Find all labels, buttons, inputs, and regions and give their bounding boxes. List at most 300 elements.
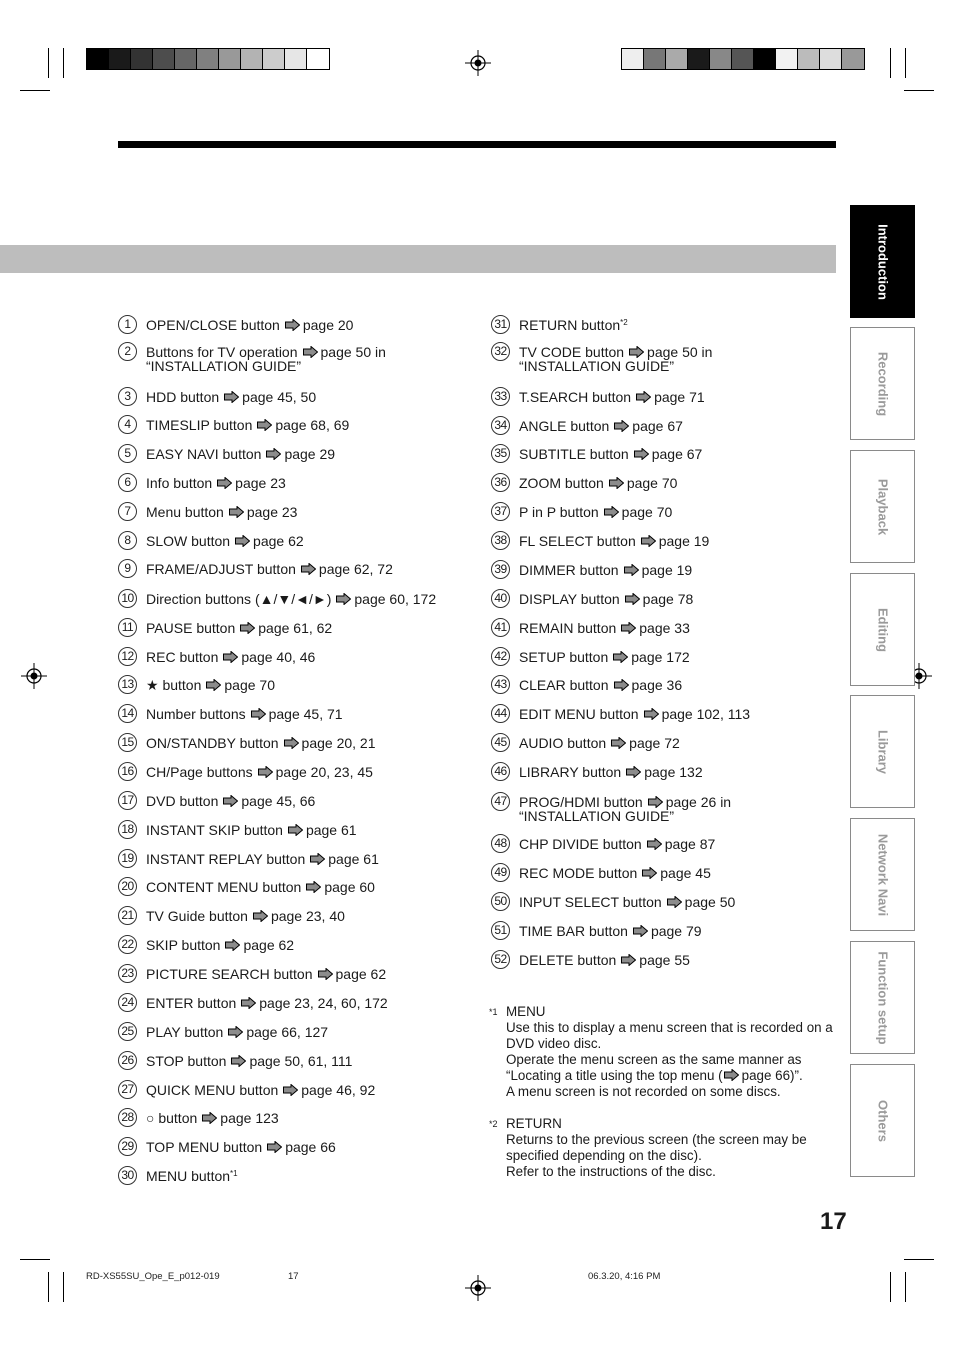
- item-number-badge: 24: [118, 993, 137, 1012]
- footnote-title: MENU: [506, 1004, 546, 1019]
- tab-playback[interactable]: [850, 450, 915, 563]
- item-number-badge: 5: [118, 444, 137, 463]
- item-label: [146, 938, 294, 952]
- item-label: [146, 996, 388, 1010]
- page-reference: page 23: [235, 475, 286, 491]
- item-text: SETUP button: [519, 649, 609, 665]
- page-reference: page 20: [302, 317, 354, 333]
- color-swatch: [622, 49, 644, 69]
- item-number-badge: 26: [118, 1051, 137, 1070]
- page-reference: page 61: [305, 822, 357, 838]
- item-text: P in P button: [519, 504, 599, 520]
- footnote-mark: *2: [489, 1119, 498, 1129]
- page-reference: page 60, 172: [354, 591, 437, 607]
- item-number-badge: 37: [491, 502, 510, 521]
- page-reference: page 36: [631, 677, 683, 693]
- footnote-ref: *2: [620, 318, 628, 327]
- color-swatch: [307, 49, 329, 69]
- page-reference: page 67: [632, 418, 683, 434]
- tab-label: Function setup: [875, 950, 890, 1045]
- item-text: INSTANT SKIP button: [146, 822, 283, 838]
- item-label: [146, 562, 393, 576]
- crop-mark: [20, 90, 50, 91]
- page-reference: page 70: [621, 504, 673, 520]
- item-number-badge: 22: [118, 935, 137, 954]
- item-text: TIMESLIP button: [146, 417, 253, 433]
- item-text: ZOOM button: [519, 475, 604, 491]
- item-text: DIMMER button: [519, 562, 619, 578]
- item-text: REMAIN button: [519, 620, 617, 636]
- color-swatch: [131, 49, 153, 69]
- page-reference: page 79: [650, 923, 702, 939]
- color-swatch: [820, 49, 842, 69]
- tab-library[interactable]: [850, 695, 915, 808]
- item-number-badge: 44: [491, 704, 510, 723]
- item-number-badge: 34: [491, 416, 510, 435]
- tab-editing[interactable]: [850, 573, 915, 686]
- page-reference: page 70: [626, 475, 678, 491]
- page-arrow-icon: [642, 867, 657, 879]
- page-reference: page 23, 40: [270, 908, 345, 924]
- item-number-badge: 1: [118, 315, 137, 334]
- page-arrow-icon: [624, 564, 639, 576]
- page-arrow-icon: [724, 1069, 739, 1081]
- item-number-badge: 19: [118, 849, 137, 868]
- item-label: [146, 967, 386, 981]
- item-text: T.SEARCH button: [519, 389, 632, 405]
- item-number-badge: 35: [491, 444, 510, 463]
- item-label: [519, 534, 709, 548]
- item-label: [146, 707, 343, 721]
- item-label: [146, 345, 386, 359]
- tab-recording[interactable]: [850, 327, 915, 440]
- page-arrow-icon: [283, 1084, 298, 1096]
- page-arrow-icon: [258, 766, 273, 778]
- page-arrow-icon: [217, 477, 232, 489]
- page-arrow-icon: [202, 1112, 217, 1124]
- page-reference-continued: “INSTALLATION GUIDE”: [519, 808, 675, 824]
- footnote-return: [489, 1116, 839, 1180]
- crop-mark: [904, 1259, 934, 1260]
- color-swatch: [285, 49, 307, 69]
- footnote-text: page 66)”.: [741, 1068, 803, 1083]
- page-reference: page 46, 92: [301, 1082, 376, 1098]
- item-label: [146, 736, 376, 750]
- item-number-badge: 40: [491, 589, 510, 608]
- page-arrow-icon: [301, 563, 316, 575]
- footnote-line: [506, 1068, 846, 1084]
- item-number-badge: 17: [118, 791, 137, 810]
- page-reference-continued: “INSTALLATION GUIDE”: [519, 358, 675, 374]
- page-reference: page 172: [631, 649, 690, 665]
- page-arrow-icon: [318, 968, 333, 980]
- page-arrow-icon: [614, 420, 629, 432]
- page-arrow-icon: [240, 622, 255, 634]
- item-text: ENTER button: [146, 995, 237, 1011]
- crop-mark: [63, 48, 64, 78]
- footnote-line: A menu screen is not recorded on some discs.: [506, 1084, 781, 1099]
- page-reference: page 62: [335, 966, 387, 982]
- item-number-badge: 25: [118, 1022, 137, 1041]
- page-arrow-icon: [303, 346, 318, 358]
- item-number-badge: 9: [118, 559, 137, 578]
- page-reference: page 62: [253, 533, 304, 549]
- item-label: [146, 852, 379, 866]
- page-arrow-icon: [267, 1141, 282, 1153]
- page-arrow-icon: [611, 737, 626, 749]
- item-label: [519, 924, 702, 938]
- page-reference: page 20, 23, 45: [275, 764, 373, 780]
- page-reference: page 45, 50: [242, 389, 317, 405]
- item-label: [146, 1111, 279, 1125]
- item-number-badge: 23: [118, 964, 137, 983]
- page-reference: page 50: [684, 894, 736, 910]
- item-number-badge: 46: [491, 762, 510, 781]
- footnote-body: [506, 1020, 846, 1100]
- item-label: [146, 476, 286, 490]
- item-label: [146, 1025, 328, 1039]
- page-number: 17: [820, 1208, 847, 1235]
- page-arrow-icon: [253, 910, 268, 922]
- item-label: [146, 650, 315, 664]
- color-swatch: [798, 49, 820, 69]
- tab-label: Introduction: [875, 223, 890, 300]
- page-reference: page 87: [664, 836, 716, 852]
- page-arrow-icon: [306, 881, 321, 893]
- item-label: [519, 795, 731, 809]
- item-number-badge: 4: [118, 415, 137, 434]
- item-text: MENU button: [146, 1168, 231, 1184]
- item-label: [519, 390, 705, 404]
- item-number-badge: 18: [118, 820, 137, 839]
- item-text: SLOW button: [146, 533, 231, 549]
- page-reference: page 62: [243, 937, 295, 953]
- footnote-line: Operate the menu screen as the same manner as: [506, 1052, 802, 1067]
- item-text: REC button: [146, 649, 219, 665]
- item-label: [146, 823, 357, 837]
- item-label: [146, 592, 436, 606]
- item-number-badge: 8: [118, 531, 137, 550]
- crop-mark: [905, 1272, 906, 1302]
- item-label: [519, 505, 672, 519]
- footnote-line: Use this to display a menu screen that is recorded on a DVD video disc.: [506, 1020, 833, 1051]
- page-arrow-icon: [625, 593, 640, 605]
- page-arrow-icon: [224, 391, 239, 403]
- page-reference: page 40, 46: [241, 649, 316, 665]
- page-reference: page 60: [324, 879, 375, 895]
- item-number-badge: 21: [118, 906, 137, 925]
- header-rule: [118, 141, 836, 148]
- page-arrow-icon: [251, 708, 266, 720]
- tab-others[interactable]: [850, 1064, 915, 1177]
- item-text: EASY NAVI button: [146, 446, 262, 462]
- crop-mark: [20, 1259, 50, 1260]
- item-number-badge: 7: [118, 502, 137, 521]
- item-label: [519, 953, 690, 967]
- item-label: [146, 318, 353, 332]
- item-text: QUICK MENU button: [146, 1082, 279, 1098]
- color-swatch: [754, 49, 776, 69]
- page-reference: page 50 in: [320, 344, 386, 360]
- tab-network-navi[interactable]: [850, 818, 915, 931]
- crop-mark: [905, 48, 906, 78]
- item-text: PAUSE button: [146, 620, 236, 636]
- page-reference: page 72: [629, 735, 680, 751]
- crop-mark: [890, 1272, 891, 1302]
- color-bar-left: [86, 48, 330, 70]
- page-reference: page 29: [284, 446, 336, 462]
- tab-label: Others: [875, 1099, 890, 1142]
- item-label: [146, 534, 304, 548]
- page-arrow-icon: [629, 346, 644, 358]
- item-label: [519, 736, 680, 750]
- footer-date: 06.3.20, 4:16 PM: [588, 1271, 661, 1282]
- item-number-badge: 6: [118, 473, 137, 492]
- color-swatch: [842, 49, 864, 69]
- page-reference: page 45, 66: [241, 793, 316, 809]
- item-number-badge: 12: [118, 647, 137, 666]
- item-text: AUDIO button: [519, 735, 607, 751]
- item-label: [146, 1054, 352, 1068]
- item-text: DISPLAY button: [519, 591, 620, 607]
- item-text: CONTENT MENU button: [146, 879, 302, 895]
- item-label: [519, 563, 692, 577]
- item-number-badge: 42: [491, 647, 510, 666]
- page-arrow-icon: [636, 391, 651, 403]
- page-arrow-icon: [284, 737, 299, 749]
- item-text: RETURN button: [519, 317, 621, 333]
- item-number-badge: 39: [491, 560, 510, 579]
- item-text: Buttons for TV operation: [146, 344, 298, 360]
- item-number-badge: 45: [491, 733, 510, 752]
- page-reference: page 19: [658, 533, 710, 549]
- page-arrow-icon: [231, 1055, 246, 1067]
- page-reference: page 23: [246, 504, 298, 520]
- footnote-title: RETURN: [506, 1116, 562, 1131]
- item-number-badge: 29: [118, 1137, 137, 1156]
- page-reference: page 19: [641, 562, 693, 578]
- registration-mark-icon: [21, 663, 47, 689]
- item-number-badge: 33: [491, 387, 510, 406]
- item-number-badge: 50: [491, 892, 510, 911]
- item-text: ANGLE button: [519, 418, 610, 434]
- page-arrow-icon: [641, 535, 656, 547]
- item-text: Info button: [146, 475, 213, 491]
- tab-introduction[interactable]: [850, 205, 915, 318]
- tab-label: Editing: [875, 607, 890, 652]
- item-text: Direction buttons (▲/▼/◄/►): [146, 591, 332, 607]
- item-number-badge: 31: [491, 315, 510, 334]
- page-arrow-icon: [621, 954, 636, 966]
- footnote-line: Returns to the previous screen (the screen may be specified depending on the disc).: [506, 1132, 807, 1163]
- item-label: [519, 419, 683, 433]
- color-swatch: [776, 49, 798, 69]
- page-reference: page 67: [651, 446, 703, 462]
- page-arrow-icon: [225, 939, 240, 951]
- item-label: [146, 794, 315, 808]
- tab-label: Playback: [875, 478, 890, 535]
- item-text: Number buttons: [146, 706, 246, 722]
- item-text: TV Guide button: [146, 908, 248, 924]
- page-arrow-icon: [228, 1026, 243, 1038]
- page-reference: page 132: [644, 764, 703, 780]
- item-label: [146, 765, 373, 779]
- footnote-body: [506, 1132, 846, 1180]
- page-reference: page 66, 127: [246, 1024, 329, 1040]
- page-reference: page 66: [285, 1139, 336, 1155]
- item-text: STOP button: [146, 1053, 227, 1069]
- item-number-badge: 38: [491, 531, 510, 550]
- page-arrow-icon: [648, 796, 663, 808]
- page-arrow-icon: [266, 448, 281, 460]
- page-arrow-icon: [609, 477, 624, 489]
- page-reference: page 123: [220, 1110, 279, 1126]
- item-label: [519, 707, 750, 721]
- page-reference: page 62, 72: [318, 561, 393, 577]
- item-text: PROG/HDMI button: [519, 794, 643, 810]
- item-number-badge: 16: [118, 762, 137, 781]
- page-arrow-icon: [644, 708, 659, 720]
- footer-page: 17: [288, 1271, 299, 1282]
- page-arrow-icon: [634, 448, 649, 460]
- item-label: [519, 447, 702, 461]
- item-text: PLAY button: [146, 1024, 224, 1040]
- color-swatch: [732, 49, 754, 69]
- color-swatch: [219, 49, 241, 69]
- item-number-badge: 32: [491, 342, 510, 361]
- page-reference: page 45: [660, 865, 711, 881]
- page-arrow-icon: [647, 838, 662, 850]
- item-number-badge: 10: [118, 589, 137, 608]
- page-arrow-icon: [310, 853, 325, 865]
- item-number-badge: 20: [118, 877, 137, 896]
- page-reference-continued: “INSTALLATION GUIDE”: [146, 358, 302, 374]
- tab-label: Recording: [875, 351, 890, 416]
- item-text: TV CODE button: [519, 344, 625, 360]
- page-arrow-icon: [241, 997, 256, 1009]
- registration-mark-icon: [465, 1275, 491, 1301]
- item-text: TIME BAR button: [519, 923, 628, 939]
- item-text: INPUT SELECT button: [519, 894, 662, 910]
- color-swatch: [241, 49, 263, 69]
- item-label: [519, 895, 735, 909]
- page-reference: page 78: [642, 591, 694, 607]
- item-text: DVD button: [146, 793, 219, 809]
- item-label: [519, 318, 628, 332]
- color-swatch: [666, 49, 688, 69]
- page-arrow-icon: [288, 824, 303, 836]
- item-number-badge: 14: [118, 704, 137, 723]
- page-arrow-icon: [614, 679, 629, 691]
- item-text: FRAME/ADJUST button: [146, 561, 296, 577]
- tab-label: Library: [875, 729, 890, 774]
- item-number-badge: 28: [118, 1108, 137, 1127]
- item-text: DELETE button: [519, 952, 617, 968]
- item-text: ○ button: [146, 1110, 198, 1126]
- item-label: [146, 909, 345, 923]
- page-arrow-icon: [223, 651, 238, 663]
- item-text: FL SELECT button: [519, 533, 636, 549]
- footnote-line: Refer to the instructions of the disc.: [506, 1164, 716, 1179]
- page-arrow-icon: [223, 795, 238, 807]
- item-number-badge: 27: [118, 1080, 137, 1099]
- item-text: ★ button: [146, 677, 202, 693]
- item-number-badge: 49: [491, 863, 510, 882]
- page-arrow-icon: [235, 535, 250, 547]
- registration-mark-icon: [465, 50, 491, 76]
- item-label: [519, 476, 677, 490]
- item-label: [519, 345, 712, 359]
- page-arrow-icon: [626, 766, 641, 778]
- item-number-badge: 52: [491, 950, 510, 969]
- item-label: [146, 447, 335, 461]
- color-swatch: [175, 49, 197, 69]
- color-swatch: [109, 49, 131, 69]
- item-text: INSTANT REPLAY button: [146, 851, 306, 867]
- item-text: PICTURE SEARCH button: [146, 966, 313, 982]
- item-number-badge: 3: [118, 387, 137, 406]
- page-arrow-icon: [336, 593, 351, 605]
- crop-mark: [63, 1272, 64, 1302]
- page-reference: page 61, 62: [258, 620, 333, 636]
- item-label: [146, 678, 275, 692]
- crop-mark: [904, 90, 934, 91]
- page-reference: page 55: [639, 952, 690, 968]
- page-arrow-icon: [285, 319, 300, 331]
- item-label: [146, 880, 375, 894]
- item-label: [519, 650, 690, 664]
- color-swatch: [153, 49, 175, 69]
- footnote-text: “Locating a title using the top menu (: [506, 1068, 723, 1083]
- page-reference: page 61: [328, 851, 379, 867]
- item-text: Menu button: [146, 504, 224, 520]
- item-number-badge: 48: [491, 834, 510, 853]
- item-label: [519, 592, 693, 606]
- page-arrow-icon: [206, 679, 221, 691]
- item-number-badge: 13: [118, 675, 137, 694]
- color-swatch: [87, 49, 109, 69]
- section-band: [0, 245, 836, 273]
- tab-function-setup[interactable]: [850, 941, 915, 1054]
- page-reference: page 26 in: [665, 794, 732, 810]
- item-label: [146, 1140, 336, 1154]
- item-text: LIBRARY button: [519, 764, 622, 780]
- item-label: [519, 621, 690, 635]
- footnote-menu: [489, 1004, 839, 1100]
- page-reference: page 50 in: [647, 344, 713, 360]
- page-reference: page 20, 21: [301, 735, 376, 751]
- item-number-badge: 36: [491, 473, 510, 492]
- crop-mark: [48, 48, 49, 78]
- page-reference: page 70: [224, 677, 275, 693]
- item-number-badge: 11: [118, 618, 137, 637]
- crop-mark: [48, 1272, 49, 1302]
- item-text: CH/Page buttons: [146, 764, 253, 780]
- page-arrow-icon: [621, 622, 636, 634]
- page-arrow-icon: [667, 896, 682, 908]
- item-number-badge: 30: [118, 1166, 137, 1185]
- page-reference: page 50, 61, 111: [249, 1053, 353, 1069]
- page-arrow-icon: [633, 925, 648, 937]
- item-number-badge: 47: [491, 792, 510, 811]
- item-text: CLEAR button: [519, 677, 609, 693]
- footnote-ref: *1: [230, 1169, 238, 1178]
- color-swatch: [688, 49, 710, 69]
- item-text: EDIT MENU button: [519, 706, 639, 722]
- item-label: [519, 765, 703, 779]
- item-label: [146, 1083, 375, 1097]
- page-arrow-icon: [604, 506, 619, 518]
